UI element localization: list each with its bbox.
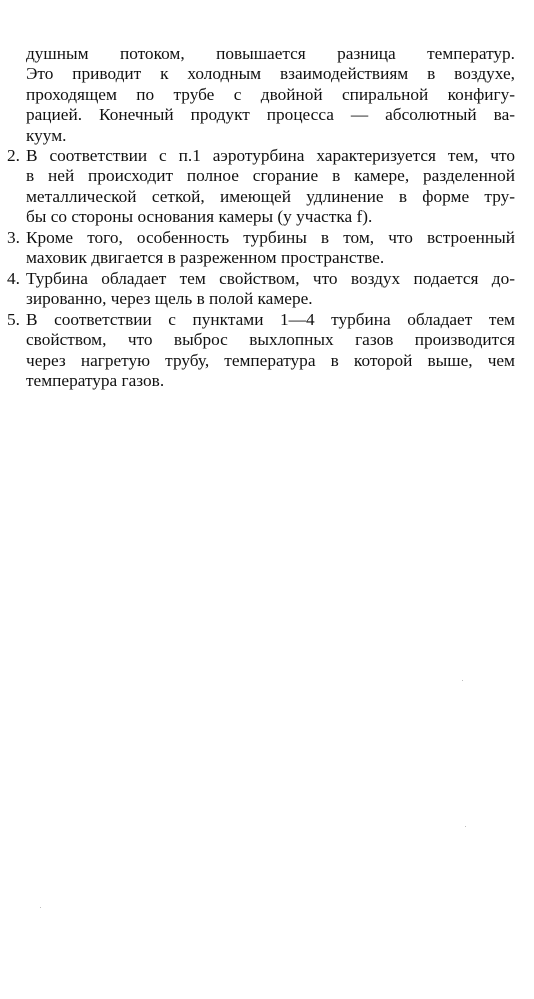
text-line-body: В соответствии с пунктами 1—4 турбина обладает тем — [26, 310, 515, 329]
text-line — [7, 228, 515, 248]
text-line-body: через нагретую трубу, температура в которой выше, чем — [26, 350, 515, 370]
continuation-paragraph — [7, 44, 515, 146]
text-line — [7, 269, 515, 289]
text-line — [7, 44, 515, 64]
list-item-number: 3. — [7, 228, 20, 247]
text-line — [7, 105, 515, 125]
text-line — [7, 330, 515, 350]
text-line — [7, 351, 515, 371]
text-line — [7, 146, 515, 166]
text-line-body: душным потоком, повышается разница температур. — [26, 44, 515, 63]
text-line-body: маховик двигается в разреженном пространстве. — [26, 248, 385, 268]
text-line-body: температура газов. — [26, 371, 165, 391]
list-item-4 — [7, 269, 515, 310]
text-line — [7, 289, 515, 309]
text-line — [7, 64, 515, 84]
text-line-body: свойством, что выброс выхлопных газов производится — [26, 330, 515, 350]
text-line — [7, 85, 515, 105]
text-line-body: рацией. Конечный продукт процесса — абсолютный ва- — [26, 105, 515, 125]
scan-speck — [462, 680, 463, 681]
text-line-body: проходящем по трубе с двойной спиральной конфигу- — [26, 84, 515, 104]
text-line — [7, 207, 515, 227]
text-line-body: Это приводит к холодным взаимодействиям в воздухе, — [26, 64, 515, 84]
scan-speck — [40, 907, 41, 908]
text-line-body: Турбина обладает тем свойством, что воздух подается до- — [26, 269, 515, 288]
text-line-body: В соответствии с п.1 аэротурбина характеризуется тем, что — [26, 146, 515, 165]
list-item-5 — [7, 310, 515, 392]
list-item-number: 5. — [7, 310, 20, 329]
text-line-body: зированно, через щель в полой камере. — [26, 289, 313, 309]
text-line-body: в ней происходит полное сгорание в камере, разделенной — [26, 166, 515, 186]
list-item-3 — [7, 228, 515, 269]
text-line — [7, 371, 515, 391]
list-item-number: 4. — [7, 269, 20, 288]
text-line — [7, 310, 515, 330]
text-line-body: бы со стороны основания камеры (у участка f). — [26, 207, 373, 227]
list-item-2 — [7, 146, 515, 228]
text-line-body: металлической сеткой, имеющей удлинение в форме тру- — [26, 186, 515, 206]
text-line-body: куум. — [26, 125, 67, 145]
text-line — [7, 166, 515, 186]
list-item-number: 2. — [7, 146, 20, 165]
text-line — [7, 187, 515, 207]
text-line — [7, 126, 515, 146]
scan-speck — [465, 826, 466, 827]
text-line — [7, 248, 515, 268]
text-line-body: Кроме того, особенность турбины в том, что встроенный — [26, 228, 515, 247]
